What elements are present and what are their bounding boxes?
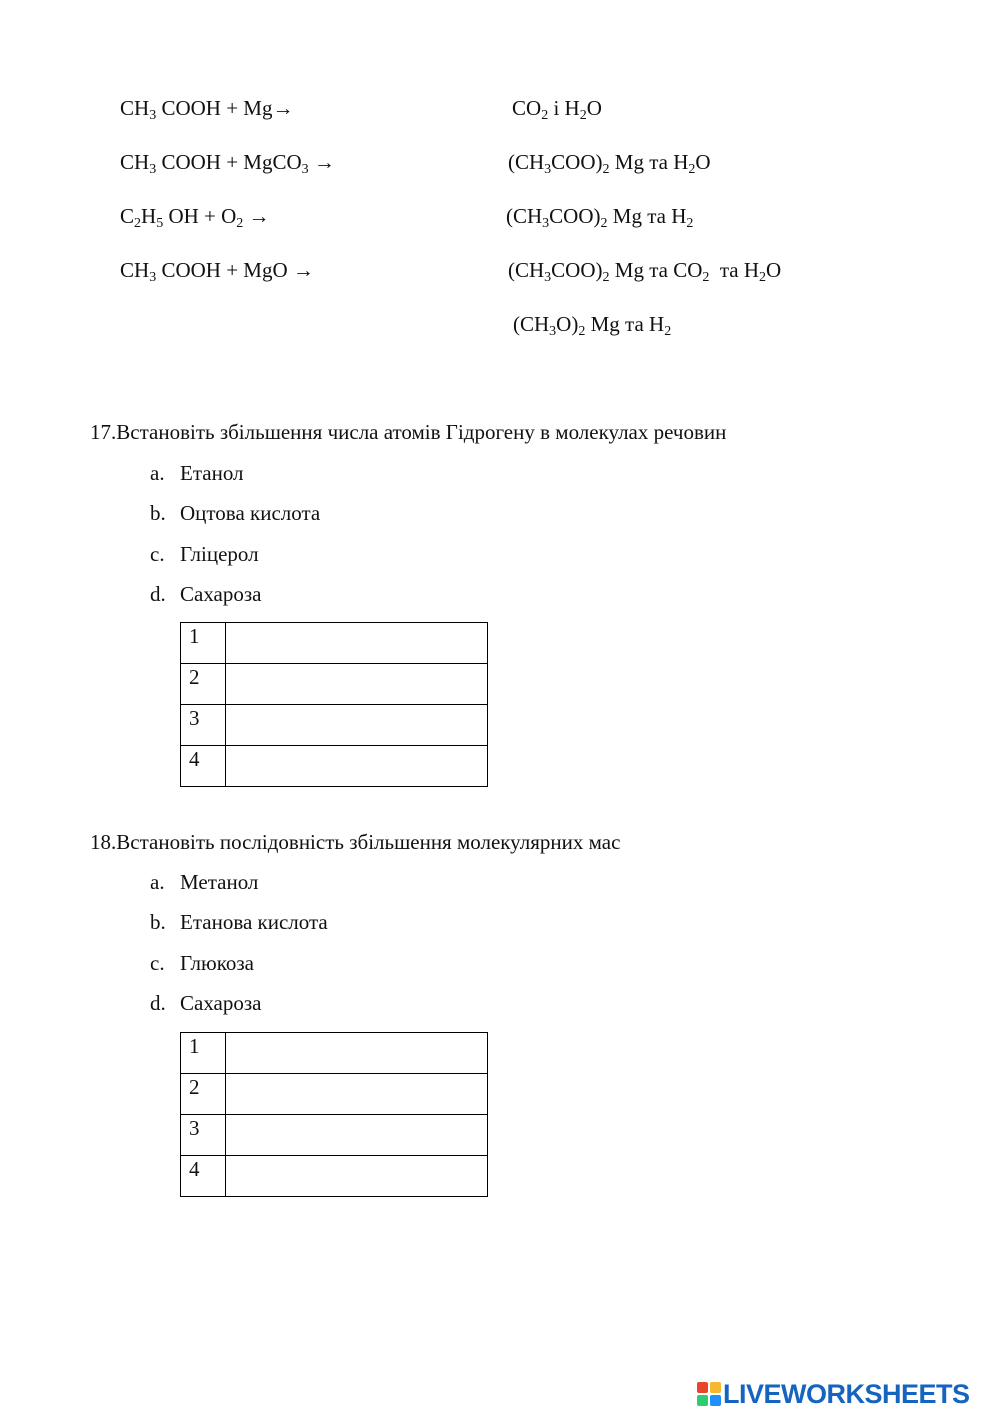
- answer-cell[interactable]: [225, 623, 487, 664]
- option-text: Глюкоза: [180, 951, 254, 975]
- option-item: [150, 582, 262, 607]
- option-letter: d.: [150, 582, 166, 606]
- subscript: 3: [301, 162, 309, 177]
- option-text: Метанол: [180, 870, 259, 894]
- answer-cell[interactable]: [225, 1033, 487, 1074]
- formula-text: CH: [120, 150, 150, 174]
- option-letter: d.: [150, 991, 166, 1015]
- logo-square: [697, 1395, 708, 1406]
- formula-text: Mg та CO: [609, 258, 703, 282]
- formula-text: COOH + MgO →: [156, 258, 314, 282]
- formula-text: COO): [549, 204, 601, 228]
- subscript: 2: [686, 216, 694, 231]
- subscript: 2: [600, 216, 608, 231]
- liveworksheets-logo: [697, 1378, 970, 1410]
- formula-text: і H: [548, 96, 580, 120]
- answer-cell[interactable]: [225, 1156, 487, 1197]
- formula-text: (CH: [508, 258, 545, 282]
- answer-cell[interactable]: [225, 1074, 487, 1115]
- formula-text: O: [766, 258, 782, 282]
- option-letter: c.: [150, 542, 165, 566]
- subscript: 2: [688, 162, 696, 177]
- logo-square: [710, 1382, 721, 1393]
- formula-text: (CH: [513, 312, 550, 336]
- formula-text: Mg та H: [607, 204, 687, 228]
- formula-text: CH: [120, 258, 150, 282]
- logo-square: [710, 1395, 721, 1406]
- answer-cell[interactable]: [225, 664, 487, 705]
- answer-cell[interactable]: [225, 1115, 487, 1156]
- row-number: 2: [181, 1074, 226, 1115]
- table-row: [181, 1115, 488, 1156]
- option-item: [150, 870, 258, 895]
- subscript: 3: [549, 324, 557, 339]
- product-option[interactable]: [506, 204, 693, 229]
- reaction-formula: [120, 96, 293, 121]
- formula-text: CH: [120, 96, 150, 120]
- subscript: 2: [134, 216, 142, 231]
- product-option[interactable]: [508, 150, 711, 175]
- formula-text: O): [556, 312, 579, 336]
- option-text: Етанова кислота: [180, 910, 328, 934]
- formula-text: COO): [551, 150, 603, 174]
- reaction-formula: [120, 204, 270, 229]
- subscript: 3: [149, 108, 157, 123]
- formula-text: COO): [551, 258, 603, 282]
- table-row: [181, 1033, 488, 1074]
- logo-square: [697, 1382, 708, 1393]
- subscript: 2: [541, 108, 549, 123]
- row-number: 4: [181, 746, 226, 787]
- answer-table: [180, 622, 488, 787]
- formula-text: Mg та H: [609, 150, 689, 174]
- answer-cell[interactable]: [225, 705, 487, 746]
- subscript: 2: [602, 162, 610, 177]
- subscript: 3: [542, 216, 550, 231]
- option-text: Етанол: [180, 461, 244, 485]
- option-letter: c.: [150, 951, 165, 975]
- subscript: 3: [544, 162, 552, 177]
- subscript: 3: [149, 162, 157, 177]
- formula-text: →: [243, 204, 270, 228]
- formula-text: (CH: [506, 204, 543, 228]
- row-number: 3: [181, 705, 226, 746]
- product-option[interactable]: [513, 312, 671, 337]
- option-letter: b.: [150, 910, 166, 934]
- table-row: [181, 705, 488, 746]
- option-item: [150, 951, 254, 976]
- question-title: 18.Встановіть послідовність збільшення молекулярних мас: [90, 830, 621, 854]
- table-row: [181, 664, 488, 705]
- row-number: 3: [181, 1115, 226, 1156]
- formula-text: OH + O: [163, 204, 237, 228]
- option-item: [150, 910, 328, 935]
- option-letter: a.: [150, 461, 165, 485]
- subscript: 2: [759, 270, 767, 285]
- subscript: 2: [602, 270, 610, 285]
- subscript: 2: [236, 216, 244, 231]
- product-option[interactable]: [508, 258, 781, 283]
- table-row: [181, 1156, 488, 1197]
- formula-text: H: [141, 204, 157, 228]
- subscript: 2: [578, 324, 586, 339]
- option-letter: b.: [150, 501, 166, 525]
- formula-text: O: [586, 96, 602, 120]
- row-number: 1: [181, 1033, 226, 1074]
- table-row: [181, 623, 488, 664]
- answer-table: [180, 1032, 488, 1197]
- reaction-formula: [120, 258, 314, 283]
- row-number: 4: [181, 1156, 226, 1197]
- logo-text: LIVEWORKSHEETS: [723, 1378, 970, 1409]
- formula-text: C: [120, 204, 135, 228]
- option-letter: a.: [150, 870, 165, 894]
- option-text: Оцтова кислота: [180, 501, 321, 525]
- formula-text: та H: [709, 258, 760, 282]
- row-number: 2: [181, 664, 226, 705]
- formula-text: Mg та H: [585, 312, 665, 336]
- product-option[interactable]: [512, 96, 602, 121]
- subscript: 2: [664, 324, 672, 339]
- option-item: [150, 461, 244, 486]
- question-title: 17.Встановіть збільшення числа атомів Гідрогену в молекулах речовин: [90, 420, 727, 444]
- formula-text: COOH + Mg→: [156, 96, 294, 120]
- formula-text: O: [695, 150, 711, 174]
- table-row: [181, 746, 488, 787]
- option-text: Сахароза: [180, 582, 262, 606]
- answer-cell[interactable]: [225, 746, 487, 787]
- option-item: [150, 991, 262, 1016]
- option-text: Сахароза: [180, 991, 262, 1015]
- subscript: 3: [544, 270, 552, 285]
- formula-text: COOH + MgCO: [156, 150, 302, 174]
- formula-text: (CH: [508, 150, 545, 174]
- option-text: Гліцерол: [180, 542, 259, 566]
- option-item: [150, 542, 259, 567]
- formula-text: CO: [512, 96, 542, 120]
- subscript: 5: [156, 216, 164, 231]
- subscript: 3: [149, 270, 157, 285]
- reaction-formula: [120, 150, 335, 175]
- option-item: [150, 501, 320, 526]
- row-number: 1: [181, 623, 226, 664]
- subscript: 2: [702, 270, 710, 285]
- table-row: [181, 1074, 488, 1115]
- subscript: 2: [579, 108, 587, 123]
- liveworksheets-logo-icon: [697, 1382, 721, 1406]
- formula-text: →: [308, 150, 335, 174]
